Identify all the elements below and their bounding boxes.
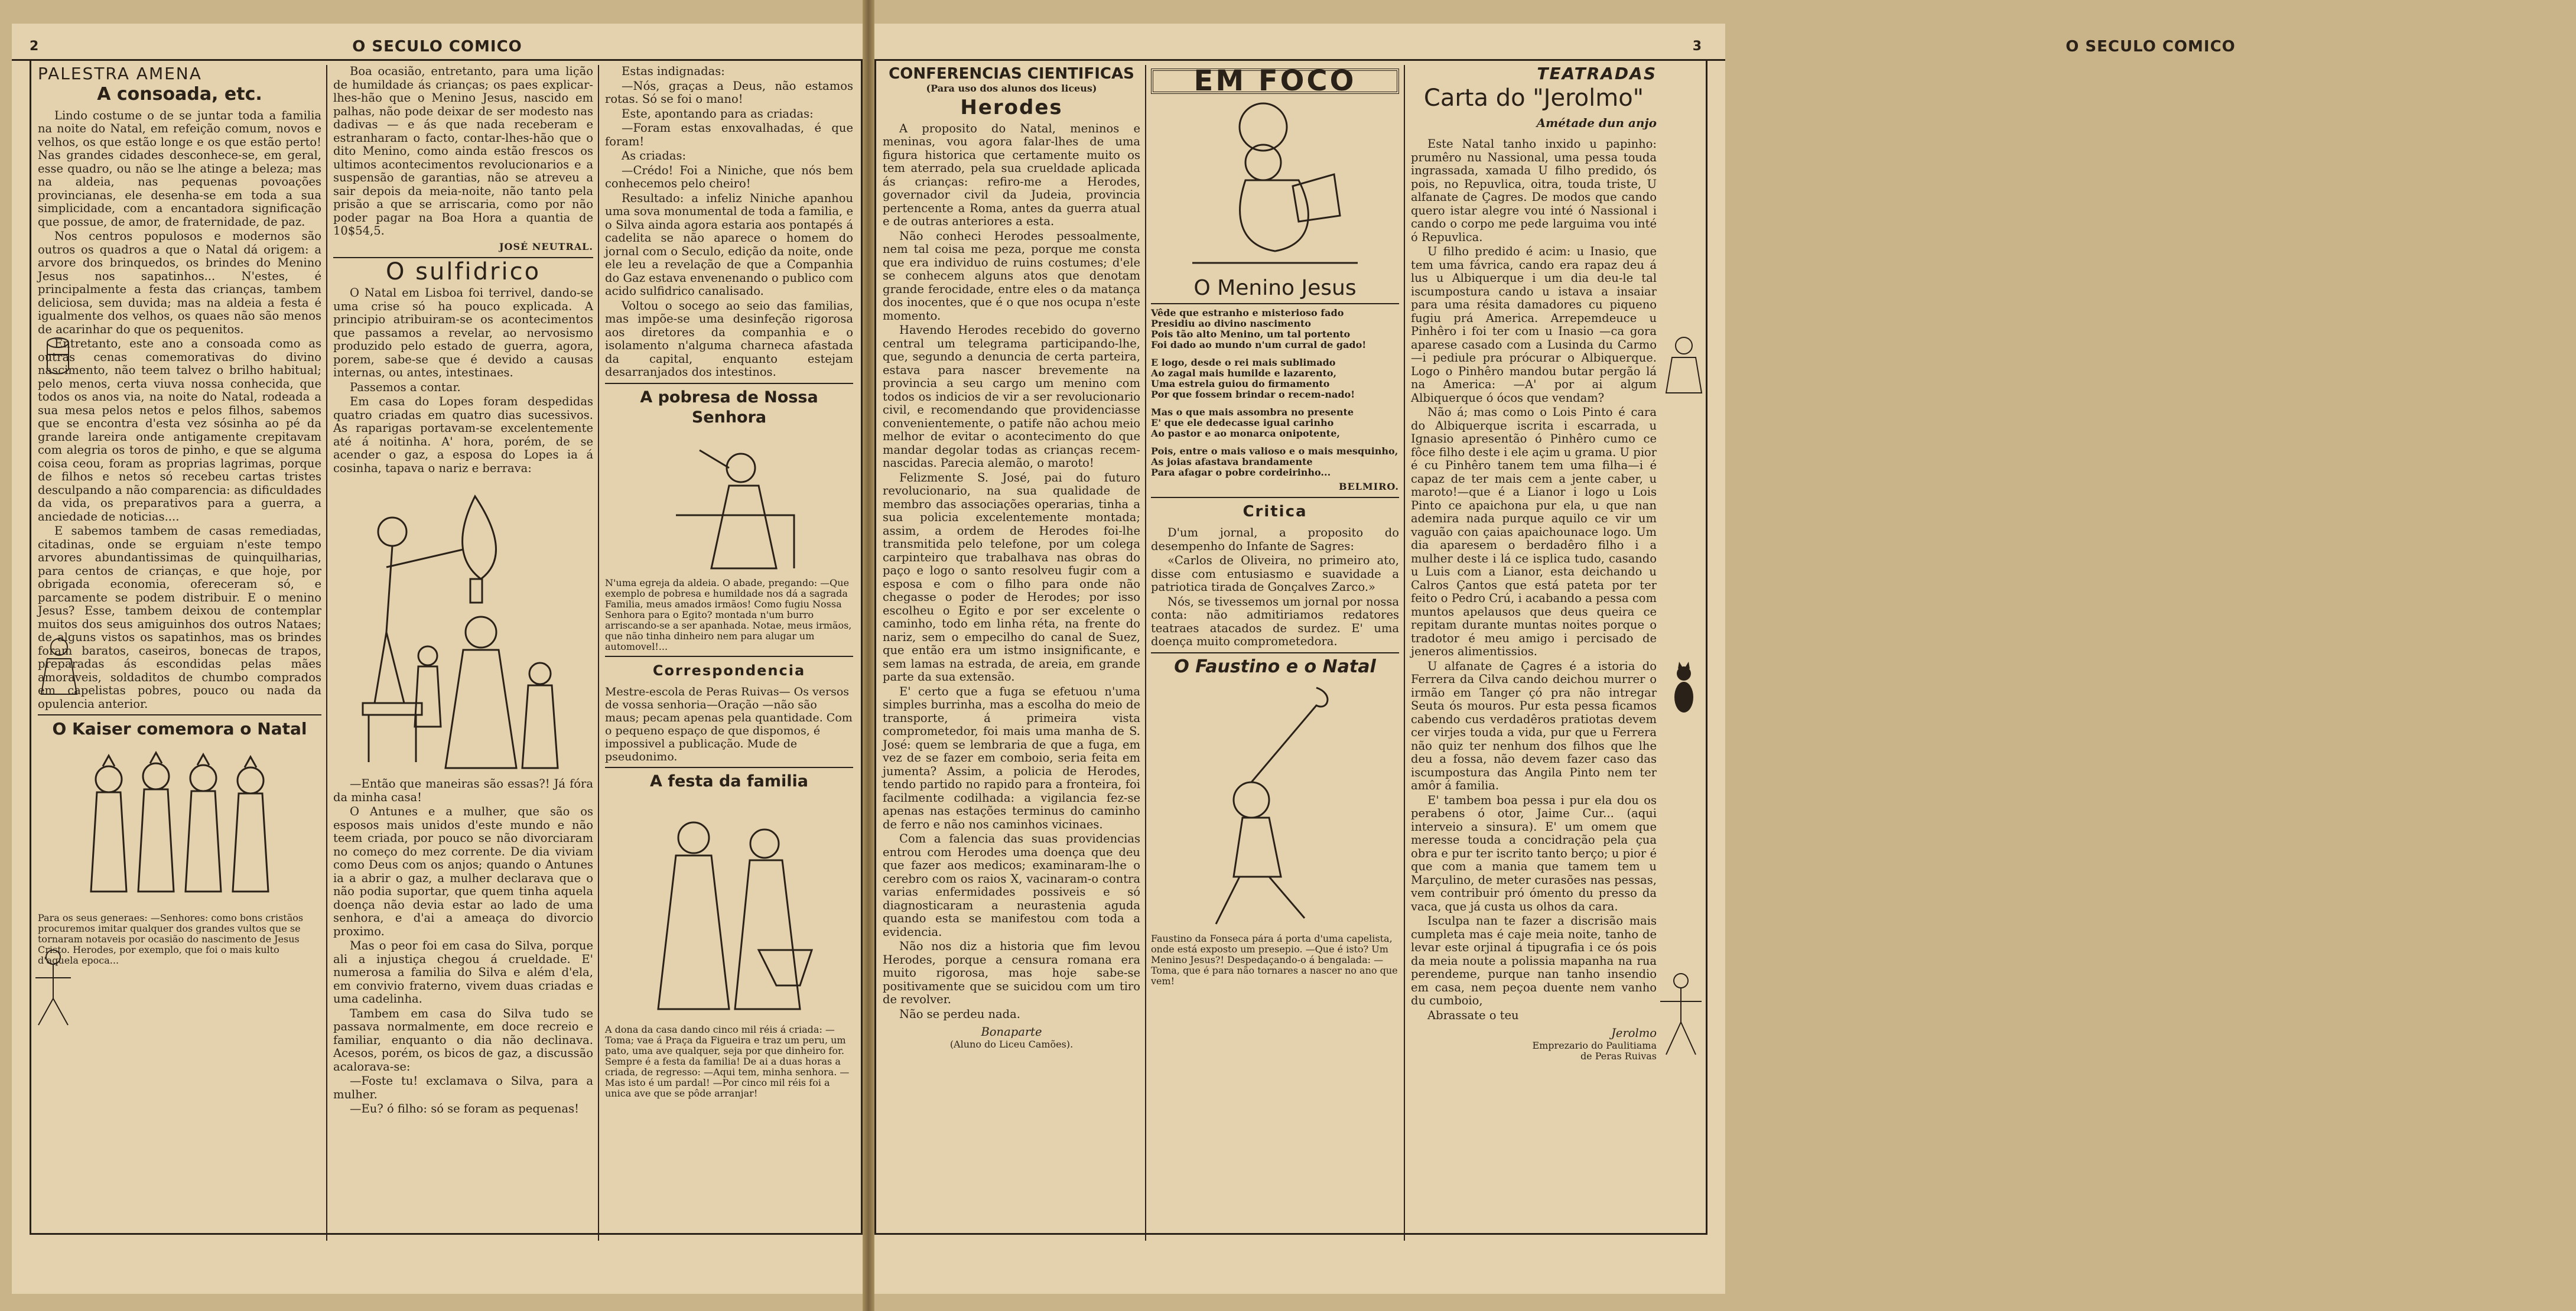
- article-title: O sulfidrico: [385, 258, 541, 285]
- paragraph: Em casa do Lopes foram despedidas quatro criadas em quatro dias sucessivos. As raparigas portavam-se excelentemente até á noitinha. A' hora, porém, de se acender o gaz, a esposa do Lopes ia á cosinha, tapava o nariz e berrava:: [333, 395, 593, 475]
- left-column-2: [333, 65, 593, 1241]
- poem-gap: [1151, 350, 1399, 357]
- paragraph: —Eu? ó filho: só se foram as pequenas!: [350, 1102, 579, 1115]
- poem-line: Por que fossem brindar o recem-nado!: [1151, 388, 1355, 400]
- poem-line: Vêde que estranho e misterioso fado: [1151, 307, 1344, 318]
- paragraph: E' certo que a fuga se efetuou n'uma simples burrinha, mas a escolha do meio de transporte, á primeira vista comprometedor, foi mais uma manha de S. José: quem se lembraria de que a fuga, em vez de se fazer em comboio, seria feita em jumenta? Assim, a policia de Herodes, tendo partido no rapido para a fronteira, foi facilmente codilhada: a vigilancia fez-se apenas nas estações terminus do caminho de ferro e não nos caminhos vicinaes.: [883, 684, 1140, 831]
- doll-margin-figure: [1660, 331, 1707, 396]
- right-page: [874, 24, 2236, 1294]
- paragraph: «Carlos de Oliveira, no primeiro ato, disse com entusiasmo e suavidade a patriotica tirada de Gonçalves Zarco.»: [1151, 554, 1399, 594]
- signature-note: (Aluno do Liceu Camões).: [949, 1038, 1074, 1050]
- poem-gap: [1151, 400, 1399, 407]
- em-foco-title: EM FOCO: [1151, 69, 1399, 94]
- section-title: Critica: [1243, 503, 1307, 521]
- poem-line: Para afagar o pobre cordeirinho...: [1151, 466, 1331, 478]
- housewife-maid-illustration: [640, 796, 818, 1021]
- poem-line: Foi dado ao mundo n'um curral de gado!: [1151, 339, 1367, 350]
- jester-margin-figure: [1654, 969, 1707, 1058]
- right-column-1: [883, 65, 1140, 1241]
- paragraph: Não se perdeu nada.: [899, 1007, 1020, 1021]
- book-gutter: [863, 0, 874, 1311]
- paragraph: —Foste tu! exclamava o Silva, para a mulher.: [333, 1074, 593, 1101]
- paragraph: Mestre-escola de Peras Ruivas— Os versos de vossa senhoria—Oração —não são maus; pecam apenas pela quantidade. Com o pequeno espaço de que dispomos, é impossivel a publicação. Mude de pseudonimo.: [605, 685, 853, 763]
- poem-line: Presidiu ao divino nascimento: [1151, 317, 1311, 329]
- article-title: O Faustino e o Natal: [1174, 656, 1376, 677]
- page-number: 2: [30, 39, 39, 54]
- illustration-caption: N'uma egreja da aldeia. O abade, pregando: —Que exemplo de pobresa e humildade nos dá a sagrada Familia, meus amados irmãos! Como fugiu Nossa Senhora para o Egito? montada n'um burro arriscando-se a ser apanhada. Notae, meus irmãos, que não tinha dinheiro nem para alugar um automovel!...: [605, 577, 852, 652]
- paragraph: —Nós, graças a Deus, não estamos rotas. Só se foi o mano!: [605, 79, 853, 106]
- article-title: O Kaiser comemora o Natal: [52, 719, 307, 739]
- divider: [605, 656, 853, 657]
- poem-line: Mas o que mais assombra no presente: [1151, 406, 1354, 418]
- paragraph: As criadas:: [622, 149, 687, 162]
- paragraph: E' tambem boa pessa i pur ela dou os perabens ó otor, Jaime Cur... (aqui interveio a sinsura). E' um omem que meresse touda a concidração pela çua obra e pur ter iscrito tanto berço; u pior é que com a mania que tamem tem u Marçulino, de meter curasões nas pessas, vem contribuir pró ómento du presso da vaca, que já custa us olhos da cara.: [1411, 793, 1657, 913]
- paragraph: Não á; mas como o Lois Pinto é cara do Albiquerque iscrita i escarrada, u Ignasio apresentão ó Pinhêro cumo ce fôce filho deste i ele açim u grama. U pior é cu Pinhêro tanem tem uma filha—i é capaz de ter mais cem a jente caber, u maroto!—que é a Lianor i logo u Lois Pinto ce apaichona pur ela, u que nan ademira nada purque aquilo ce vir um vaguão con çaias apaichounace logo. Um dia aparesem o berdadêro filho i a mulher deste i lá ce isplica tudo, casando u Luis com a Lianor, esta deichando u Calros Çantos que está pateta por ter feito o Pedro Crú, i acabando a pessa com muntos apelausos que deus queira ce repitam durante muntas noites porque o tradotor é meu amigo i percisado de jeneros alimentissios.: [1411, 405, 1657, 658]
- poem-line: Ao zagal mais humilde e lazarento,: [1151, 367, 1337, 379]
- illustration-caption: Para os seus generaes: —Senhores: como bons cristãos procuremos imitar qualquer dos grandes vultos que se tornaram notaveis por ocasião do nascimento de Jesus Cristo. Herodes, por exemplo, que foi o mais kulto d'aquela epoca...: [38, 912, 304, 966]
- section-title: PALESTRA AMENA: [38, 64, 202, 83]
- paragraph: E sabemos tambem de casas remediadas, citadinas, onde se erguiam n'este tempo arvores abundantissimas de quinquilharias, para centos de crianças, e que hoje, por obrigada economia, ofereceram só, e parcamente se podem distribuir. E o menino Jesus? Esse, tambem deixou de contemplar muitos dos seus amiguinhos dos outros Nataes; de alguns vistos os sapatinhos, mas os brindes foram baratos, caseiros, bonecas de trapos, preparadas ás escondidas pelas mães amoraveis, soldaditos de chumbo comprados em capelistas pobres, pouco ou nada da opulencia anterior.: [38, 524, 321, 711]
- column-rule: [1145, 65, 1146, 1241]
- divider: [1151, 303, 1399, 304]
- paragraph: Voltou o socego ao seio das familias, mas impõe-se uma desinfeção rigorosa aos diretores da companhia e o isolamento n'alguma charneca afastada da capital, enquanto estejam desarranjados dos intestinos.: [605, 298, 853, 379]
- poem-line: Ao pastor e ao monarca onipotente,: [1151, 427, 1340, 439]
- paragraph: O Antunes e a mulher, que são os esposos mais unidos d'este mundo e não teem criada, por pouco se não divorciaram no começo do mez corrente. De dia viviam como Deus com os anjos; quando o Antunes ia a abrir o gaz, a mulher declarava que o não podia suportar, que quem tinha aquela doença não devia estar ao lado de uma senhora, e d'ai a ameaça do divorcio proximo.: [333, 805, 593, 938]
- jester-margin-figure: [30, 945, 77, 1028]
- section-title: CONFERENCIAS CIENTIFICAS: [889, 65, 1134, 83]
- divider: [1151, 652, 1399, 653]
- cat-margin-figure: [1666, 656, 1702, 715]
- poem-gap: [1151, 439, 1399, 446]
- infant-jesus-illustration: [1180, 97, 1370, 275]
- paragraph: U alfanate de Çagres é a istoria do Ferrera da Cilva cando deichou murrer o irmão em Tanger çó pra não intregar Seuta ós mouros. Pur esta pessa ficamos cabendo cus verdadêros pratiotas devem cer virjes touda a vida, pur que u Ferrera não quiz ter nenhum dos filhos que lhe deu a fossa, não devem fazer caso das iscumpostura das Angila Pinto nem ter amôr á familia.: [1411, 659, 1657, 792]
- signature: Jerolmo: [1611, 1026, 1657, 1040]
- faustino-cane-illustration: [1180, 682, 1370, 930]
- paragraph: A proposito do Natal, meninos e meninas, vou agora falar-lhes de uma figura historica que certamente muito os tem aterrado, pela sua crueldade aplicada ás crianças: refiro-me a Herodes, governador civil da Judeia, provincia pertencente a Roma, antes da guerra atual e de outras anteriores a esta.: [883, 121, 1140, 228]
- poem-line: As joias afastava brandamente: [1151, 456, 1313, 467]
- section-title: Correspondencia: [652, 662, 806, 679]
- poem-line: Uma estrela guiou do firmamento: [1151, 378, 1330, 389]
- article-title: A festa da familia: [650, 772, 808, 790]
- paragraph: Lindo costume o de se juntar toda a familia na noite do Natal, em refeição comum, novos e velhos, os que estão longe e os que estão perto! Nas grandes cidades desconhece-se, em geral, esse quadro, ou não se lhe atinge a beleza; mas na aldeia, nas pequenas povoações provincianas, ele desenha-se em toda a sua simplicidade, com a encantadora significação que possue, de amor, de fraternidade, de paz.: [38, 108, 321, 229]
- barrel-margin-figure: [40, 331, 76, 378]
- article-title: A pobresa de Nossa Senhora: [640, 388, 818, 427]
- article-title: Herodes: [960, 95, 1063, 119]
- signature: JOSÉ NEUTRAL.: [499, 240, 593, 252]
- paragraph: Não nos diz a historia que fim levou Herodes, porque a censura romana era muito rigorosa, mas hoje sabe-se positivamente que se suicidou com um tiro de revolver.: [883, 939, 1140, 1006]
- paragraph: D'um jornal, a proposito do desempenho do Infante de Sagres:: [1151, 526, 1399, 553]
- paragraph: Não conheci Herodes pessoalmente, nem tal coisa me peza, porque me consta que era individuo de ruins costumes; d'ele se conhecem alguns atos que denotam grande ferocidade, entre eles o da matança dos inocentes, que é o que nos ocupa n'este momento.: [883, 229, 1140, 323]
- paragraph: Com a falencia das suas providencias entrou com Herodes uma doença que deu que fazer aos medicos; examinaram-lhe o cerebro com os raios X, vacinaram-o contra varias enfermidades possiveis e só diagnosticaram a neurastenia aguda quando esta se manifestou com toda a evidencia.: [883, 832, 1140, 939]
- article-title: Carta do "Jerolmo": [1423, 84, 1644, 112]
- paragraph: Abrassate o teu: [1427, 1008, 1519, 1022]
- paragraph: Estas indignadas:: [622, 64, 725, 78]
- signature: Bonaparte: [981, 1025, 1042, 1039]
- paragraph: Tambem em casa do Silva tudo se passava normalmente, em doce recreio e familiar, enquanto o dia não declinava. Acesos, porém, os bicos de gaz, a discussão acalorava-se:: [333, 1006, 593, 1073]
- poem: [1151, 308, 1399, 478]
- doll-margin-figure: [35, 632, 83, 697]
- dedication: Amétade dun anjo: [1536, 115, 1657, 130]
- preaching-abbot-illustration: [640, 432, 818, 574]
- article-title: O Menino Jesus: [1193, 275, 1357, 300]
- divider: [605, 383, 853, 384]
- paragraph: —Então que maneiras são essas?! Já fóra da minha casa!: [333, 777, 593, 804]
- poem-line: Pois, entre o mais valioso e o mais mesquinho,: [1151, 445, 1398, 457]
- left-page-header: [12, 30, 863, 61]
- column-rule: [598, 65, 599, 1241]
- running-title: O SECULO COMICO: [352, 38, 522, 56]
- signature-note: Emprezario do Paulitiama: [1532, 1039, 1657, 1051]
- left-page: [12, 24, 863, 1294]
- kaiser-generals-illustration: [67, 744, 292, 909]
- paragraph: Havendo Herodes recebido do governo central um telegrama participando-lhe, que, segundo a denuncia de certa parteira, estava para nascer brevemente na provincia a seu cargo um menino com todos os indicios de vir a ser revolucionario civil, e recomendando que providenciasse convenientemente, o patife não achou meio melhor de evitar o acontecimento do que mandar degolar todas as crianças recem-nascidas. Parecia alemão, o maroto!: [883, 323, 1140, 470]
- left-column-3: [605, 65, 853, 1241]
- paragraph: Nos centros populosos e modernos são outros os quadros a que o Natal dá origem: a arvore dos brinquedos, os brindes do Menino Jesus nos sapatinhos... N'estes, é principalmente a festa das crianças, tambem deliciosa, sem duvida; mas na aldeia a festa é igualmente dos velhos, os quaes não são menos de acarinhar do que os pequenitos.: [38, 229, 321, 336]
- illustration-caption: Faustino da Fonseca pára á porta d'uma capelista, onde está exposto um presepio. —Que é isto? Um Menino Jesus?! Despedaçando-o á bengalada: —Toma, que é para não tornares a nascer no ano que vem!: [1151, 932, 1398, 987]
- column-rule: [326, 65, 327, 1241]
- paragraph: Resultado: a infeliz Niniche apanhou uma sova monumental de toda a familia, e o Silva ainda agora estaria aos pontapés á cadelita se não aparece o homem do jornal com o Seculo, edição da noite, onde ele leu a revelação de que a Companhia do Gaz estava envenenando o publico com acido sulfidrico canalisado.: [605, 191, 853, 298]
- right-page-header: [874, 30, 2236, 61]
- paragraph: O Natal em Lisboa foi terrivel, dando-se uma crise só ha pouco explicada. A principio atribuiram-se os acontecimentos que passamos a revelar, ao nervosismo produzido pelo estado de guerra, agora, porem, sabe-se que é devido a causas internas, ou antes, intestinaes.: [333, 286, 593, 379]
- paragraph: Este Natal tanho inxido u papinho: prumêro nu Nassional, uma pessa touda ingrassada, xamada U filho predido, ós pois, no Repuvlica, oitra, touda triste, U alfanate de Çagres. De modos que cando quero istar alegre vou inté ó Nassional i cando o corpo me pede larguima vou inté ó Repuvlica.: [1411, 137, 1657, 244]
- paragraph: Passemos a contar.: [350, 380, 461, 394]
- gas-lamp-illustration: [345, 479, 581, 774]
- right-column-2: [1151, 65, 1399, 1241]
- paragraph: Boa ocasião, entretanto, para uma lição de humildade ás crianças; os paes explicar-lhes-hão que o Menino Jesus, nascido em palhas, não pode deixar de ser modesto nas dadivas — e ás que nada receberam e estranharam o facto, contar-lhes-hão que o dito Menino, como ainda estão frescos os ultimos acontecimentos revolucionarios e a suspensão de garantias, não se atreveu a sair depois da meia-noite, não tanto pela prisão a que se arriscaria, como por não poder pagar na Boa Hora a quantia de 10$54,5.: [333, 64, 593, 238]
- poem-line: E' que ele dedecasse igual carinho: [1151, 417, 1334, 428]
- poem-line: Pois tão alto Menino, um tal portento: [1151, 328, 1351, 340]
- paragraph: Nós, se tivessemos um jornal por nossa conta: não admitiriamos redatores teatraes atacados de surdez. E' uma doença muito comprometedora.: [1151, 594, 1399, 648]
- paragraph: Felizmente S. José, pai do futuro revolucionario, na sua qualidade de membro das associações operarias, tinha a sua policia excelentemente montada; assim, a ordem de Herodes foi-lhe transmitida pelo telefone, por um colega carpinteiro que trabalhava nas obras do paço e logo o santo resolveu fugir com a esposa e com o filho para onde não chegasse o poder de Herodes; por isso escolheu o Egito e por ser excelente o caminho, todo em linha réta, na frente do nariz, sem o empecilho do canal de Suez, que então era um istmo insignificante, e sem lamas na estrada, de areia, em grande parte da sua extensão.: [883, 470, 1140, 684]
- paragraph: U filho predido é acim: u Inasio, que tem uma fávrica, cando era rapaz deu á lus u Albiquerque i um dia deu-le tal iscumpostura cando u istava a insaiar para uma résita damadores cu piqueno fugiu prá America. Arrepemdeuce u Pinhêro i foi ter com u Inasio —ca gora aparese casado com a Lusinda du Carmo—i pediule pra prócurar o Albiquerque. Logo o Pinhêro mandou butar pergão lá na America: —A' por ai algum Albiquerque ó ócos que vendam?: [1411, 245, 1657, 405]
- paragraph: Isculpa nan te fazer a discrisão mais cumpleta mas é caje meia noite, tanho de levar este orjinal á tipugrafia i ce ós pois da meia noute a polissia mapanha na rua perendeme, purque nan tanho insendio em casa, nem peçoa duente nem vanho du cumboio,: [1411, 914, 1657, 1007]
- signature: BELMIRO.: [1338, 480, 1399, 492]
- article-title: A consoada, etc.: [97, 83, 262, 105]
- poem-line: E logo, desde o rei mais sublimado: [1151, 356, 1336, 368]
- divider: [1151, 497, 1399, 498]
- paragraph: Entretanto, este ano a consoada como as outras cenas comemorativas do divino nascimento, não teem talvez o brilho habitual; pelo menos, certa viuva nossa conhecida, que todos os anos via, na noite do Natal, rodeada a sua mesa pelos netos e pelos filhos, sabemos que se encontra d'esta vez sósinha ao pé da grande lareira onde antigamente crepitavam com alegria os toros de pinho, e que se alguma coisa ceou, foram as proprias lagrimas, porque de filhos e netos só recebeu cartas tristes desculpando a não comparencia: as dificuldades da vida, os preparativos para a guerra, a anciedade de noticias....: [38, 337, 321, 523]
- section-title: TEATRADAS: [1537, 64, 1657, 83]
- divider: [605, 767, 853, 768]
- illustration-caption: A dona da casa dando cinco mil réis á criada: —Toma; vae á Praça da Figueira e traz um peru, um pato, uma ave qualquer, seja por que dinheiro for. Sempre é a festa da familia! De ai a duas horas a criada, de regresso: —Aqui tem, minha senhora. —Mas isto é um pardal! —Por cinco mil réis foi a unica ave que se pôde arranjar!: [605, 1023, 850, 1099]
- page-number: 3: [1692, 39, 1702, 54]
- section-subtitle: (Para uso dos alunos dos liceus): [926, 82, 1097, 94]
- right-column-3: [1411, 65, 1657, 1241]
- column-rule: [1404, 65, 1405, 1241]
- paragraph: Mas o peor foi em casa do Silva, porque ali a injustiça chegou á crueldade. E' numerosa a familia do Silva e além d'ela, em convivio fraterno, vivem duas criadas e uma cadelinha.: [333, 939, 593, 1006]
- signature-note: de Peras Ruivas: [1580, 1050, 1657, 1062]
- divider: [38, 714, 321, 715]
- paragraph: —Crédo! Foi a Niniche, que nós bem conhecemos pelo cheiro!: [605, 163, 853, 190]
- paragraph: —Foram estas enxovalhadas, é que foram!: [605, 121, 853, 148]
- paragraph: Este, apontando para as criadas:: [622, 106, 814, 121]
- running-title: O SECULO COMICO: [2066, 38, 2236, 56]
